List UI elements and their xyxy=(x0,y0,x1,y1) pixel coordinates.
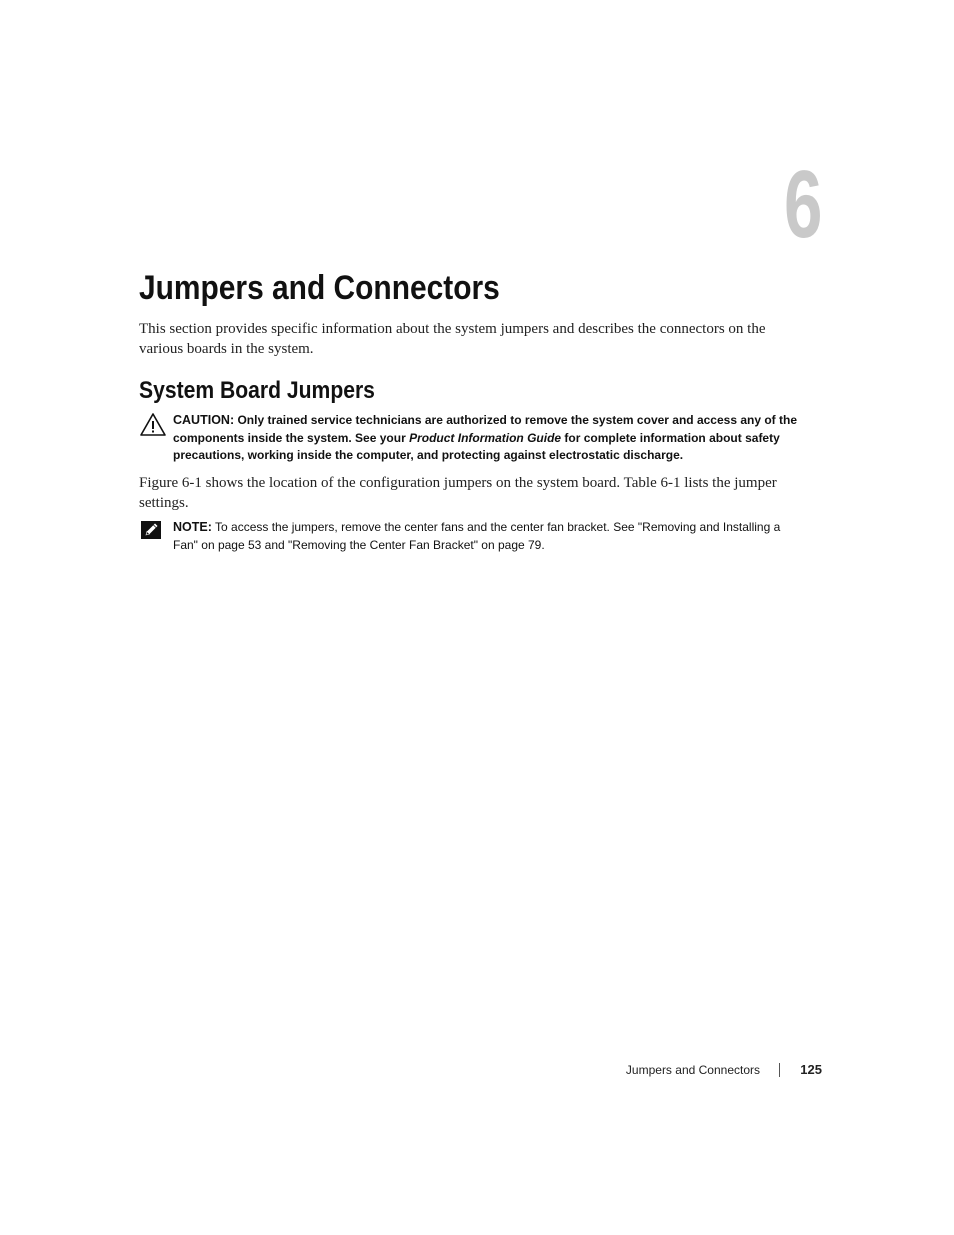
caution-triangle-icon xyxy=(139,412,167,443)
caution-guide-title: Product Information Guide xyxy=(409,430,562,445)
caution-label: CAUTION: xyxy=(173,413,235,427)
note-pencil-icon xyxy=(139,519,163,546)
section-title: System Board Jumpers xyxy=(139,377,375,404)
footer-title: Jumpers and Connectors xyxy=(625,1063,760,1077)
intro-paragraph: This section provides specific information about the system jumpers and describes the connectors on the various boards in the system. xyxy=(139,321,766,357)
figure-reference-paragraph: Figure 6-1 shows the location of the configuration jumpers on the system board. Table 6-1 lists the jumper settings. xyxy=(139,475,777,511)
caution-text-after: for complete information about safety precautions, working inside the computer, and protecting against electrostatic discharge. xyxy=(173,430,780,462)
caution-text xyxy=(173,412,799,465)
note-text xyxy=(173,519,799,554)
caution-text-before: Only trained service technicians are authorized to remove the system cover and access any of the components inside the system. See your xyxy=(173,413,798,445)
caution-notice xyxy=(139,412,799,465)
note-label: NOTE: xyxy=(173,520,212,534)
page-number: 125 xyxy=(800,1062,822,1077)
note-notice xyxy=(139,519,799,554)
page-footer xyxy=(560,1061,822,1081)
footer-separator xyxy=(779,1063,780,1077)
chapter-title: Jumpers and Connectors xyxy=(139,269,500,307)
note-body: To access the jumpers, remove the center fans and the center fan bracket. See "Removing and Installing a Fan" on page 53 and "Removing the Center Fan Bracket" on page 79. xyxy=(173,520,781,552)
chapter-number: 6 xyxy=(784,151,823,258)
